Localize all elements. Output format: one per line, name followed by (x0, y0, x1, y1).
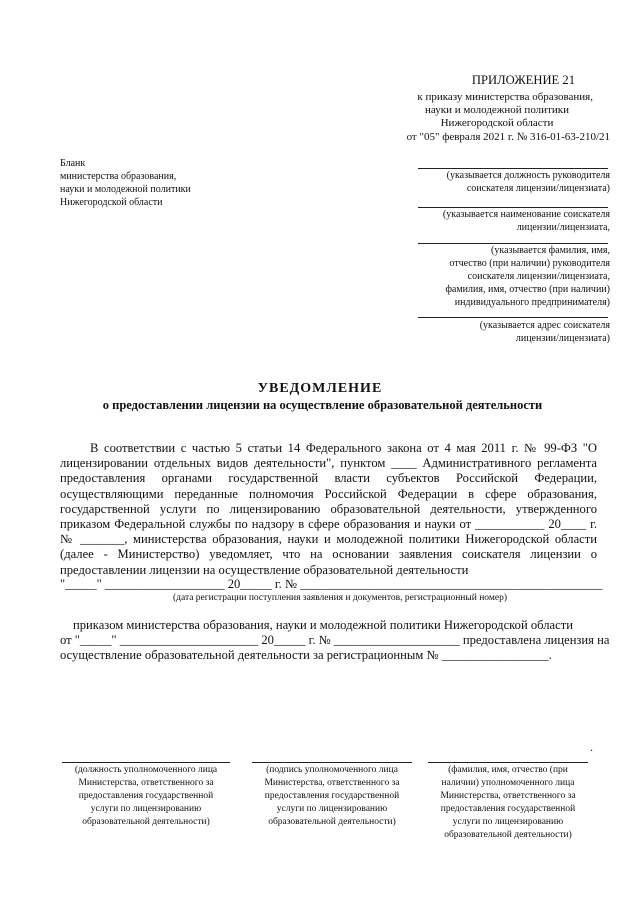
fio-caption: услуги по лицензированию (452, 817, 564, 827)
fio-signature-line (428, 762, 588, 763)
signature-caption: (подпись уполномоченного лица (266, 765, 398, 775)
name-hint: (указывается наименование соискателя (442, 209, 610, 220)
fio-caption: (фамилия, имя, отчество (при (448, 765, 568, 775)
signature-caption: образовательной деятельности) (268, 817, 396, 827)
registration-hint: (дата регистрации поступления заявления и документов, регистрационный номер) (172, 593, 508, 603)
body-paragraph: В соответствии с частью 5 статьи 14 Федерального закона от 4 мая 2011 г. № 99-ФЗ "О лицензировании отдельных видов деятельности", пунктом ____ Административного регламента предоставления органами государственной власти субъектов Российской Федерации, осуществляющими переданные полномочия Российской Федерации в сфере образования, государственной услуги по лицензированию образовательной деятельности, утвержденного приказом Федеральной службы по надзору в сфере образования и науки от ___________ 20____ г. № _______, министерства образования, науки и молодежной политики Нижегородской области (далее - Министерство) уведомляет, что на основании заявления соискателя лицензии о предоставлении лицензии на осуществление образовательной деятельности (60, 441, 597, 577)
appendix-line: от "05" февраля 2021 г. № 316-01-63-210/21 (406, 131, 610, 143)
blank-line: Нижегородской области (60, 197, 163, 208)
position-caption: образовательной деятельности) (82, 817, 210, 827)
address-hint: (указывается адрес соискателя (479, 320, 610, 331)
appendix-line: науки и молодежной политики (425, 104, 569, 116)
position-caption: Министерства, ответственного за (78, 778, 214, 788)
appendix-line: Нижегородской области (440, 117, 554, 129)
fio-caption: наличии) уполномоченного лица (441, 778, 575, 788)
address-hint: лицензии/лицензиата) (515, 333, 610, 344)
name-hint: лицензии/лицензиата, (516, 222, 610, 233)
fio-hint: фамилия, имя, отчество (при наличии) (445, 284, 610, 295)
fio-hint: индивидуального предпринимателя) (454, 297, 610, 308)
order-line: приказом министерства образования, науки и молодежной политики Нижегородской области (73, 618, 573, 632)
name-field-line (418, 207, 608, 208)
position-caption: (должность уполномоченного лица (74, 765, 218, 775)
fio-hint: (указывается фамилия, имя, (491, 245, 610, 256)
order-line: от "_____" ______________________ 20_____ г. № ____________________ предоставлена лицензия на (60, 633, 610, 647)
fio-caption: Министерства, ответственного за (440, 791, 576, 801)
address-field-line (418, 317, 608, 318)
appendix-title: ПРИЛОЖЕНИЕ 21 (471, 73, 575, 87)
position-hint: (указывается должность руководителя (446, 170, 610, 181)
blank-line: науки и молодежной политики (60, 184, 191, 195)
fio-hint: соискателя лицензии/лицензиата, (467, 271, 610, 282)
signature-caption: услуги по лицензированию (276, 804, 388, 814)
blank-line: министерства образования, (60, 171, 177, 182)
position-field-line (418, 168, 608, 169)
fio-caption: предоставления государственной (440, 804, 576, 814)
document-title: УВЕДОМЛЕНИЕ (257, 381, 383, 396)
signature-caption: предоставления государственной (264, 791, 400, 801)
fio-field-line (418, 243, 608, 244)
fio-caption: образовательной деятельности) (444, 830, 572, 840)
position-hint: соискателя лицензии/лицензиата) (466, 183, 610, 194)
fio-hint: отчество (при наличии) руководителя (449, 258, 610, 269)
position-caption: услуги по лицензированию (90, 804, 202, 814)
position-signature-line (62, 762, 230, 763)
blank-label: Бланк (60, 158, 86, 169)
signature-line (252, 762, 412, 763)
position-caption: предоставления государственной (78, 791, 214, 801)
document-subtitle: о предоставлении лицензии на осуществление образовательной деятельности (102, 398, 543, 412)
trailing-dot: . (590, 740, 593, 754)
appendix-line: к приказу министерства образования, (417, 91, 593, 103)
order-line: осуществление образовательной деятельности за регистрационным № _________________. (60, 648, 552, 662)
signature-caption: Министерства, ответственного за (264, 778, 400, 788)
registration-date-line: "_____" ___________________ 20_____ г. № ________________________________________________ (60, 577, 603, 591)
